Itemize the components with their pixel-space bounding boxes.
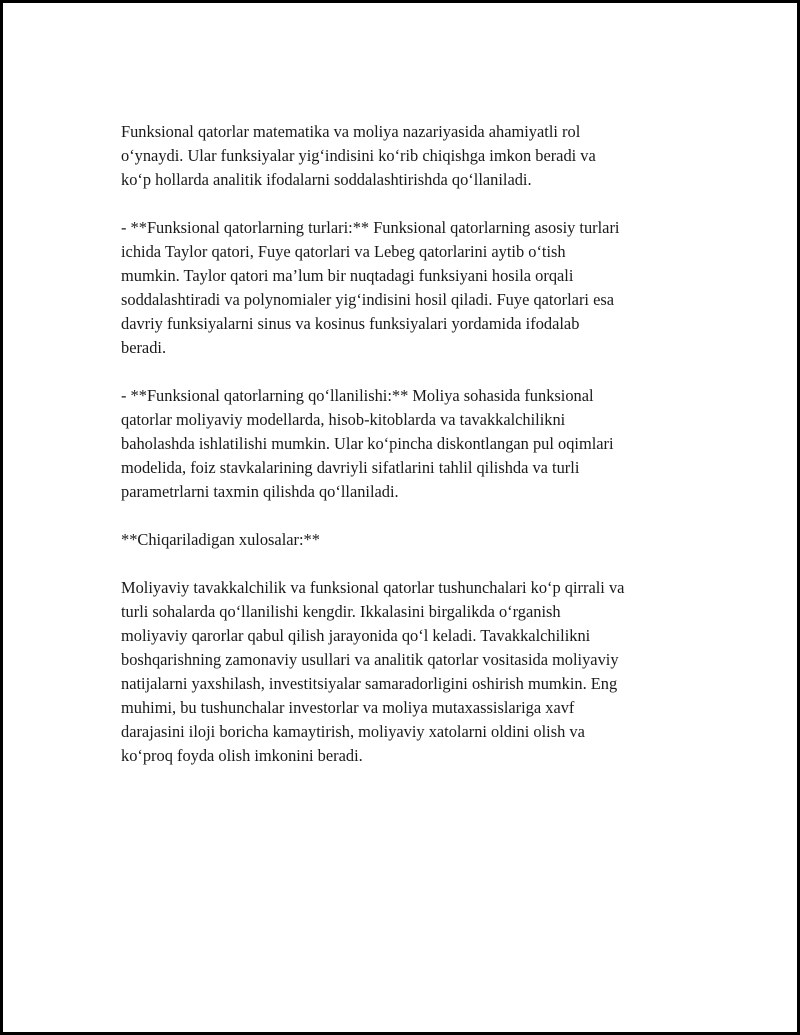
paragraph-intro [121, 120, 706, 192]
text-line: soddalashtiradi va polynomialer yig‘indisini hosil qiladi. Fuye qatorlari esa [121, 290, 614, 309]
text-line: muhimi, bu tushunchalar investorlar va moliya mutaxassislariga xavf [121, 698, 575, 717]
text-line: ko‘p hollarda analitik ifodalarni soddalashtirishda qo‘llaniladi. [121, 170, 532, 189]
text-line: modelida, foiz stavkalarining davriyli sifatlarini tahlil qilishda va turli [121, 458, 580, 477]
text-line: turli sohalarda qo‘llanilishi kengdir. Ikkalasini birgalikda o‘rganish [121, 602, 561, 621]
text-line: - **Funksional qatorlarning qo‘llanilishi:** Moliya sohasida funksional [121, 386, 594, 405]
text-line: Moliyaviy tavakkalchilik va funksional qatorlar tushunchalari ko‘p qirrali va [121, 578, 625, 597]
text-line: baholashda ishlatilishi mumkin. Ular ko‘pincha diskontlangan pul oqimlari [121, 434, 614, 453]
text-line: **Chiqariladigan xulosalar:** [121, 530, 320, 549]
paragraph-conclusions-heading [121, 528, 706, 552]
text-line: o‘ynaydi. Ular funksiyalar yig‘indisini ko‘rib chiqishga imkon beradi va [121, 146, 596, 165]
text-line: mumkin. Taylor qatori ma’lum bir nuqtadagi funksiyani hosila orqali [121, 266, 574, 285]
text-line: darajasini iloji boricha kamaytirish, moliyaviy xatolarni oldini olish va [121, 722, 585, 741]
text-line: davriy funksiyalarni sinus va kosinus funksiyalari yordamida ifodalab [121, 314, 580, 333]
text-line: natijalarni yaxshilash, investitsiyalar samaradorligini oshirish mumkin. Eng [121, 674, 618, 693]
text-line: beradi. [121, 338, 167, 357]
paragraph-applications [121, 384, 706, 504]
text-line: - **Funksional qatorlarning turlari:** Funksional qatorlarning asosiy turlari [121, 218, 620, 237]
text-line: Funksional qatorlar matematika va moliya nazariyasida ahamiyatli rol [121, 122, 581, 141]
paragraph-conclusions [121, 576, 706, 768]
paragraph-types [121, 216, 706, 360]
document-body [121, 120, 706, 792]
text-line: ichida Taylor qatori, Fuye qatorlari va Lebeg qatorlarini aytib o‘tish [121, 242, 566, 261]
text-line: parametrlarni taxmin qilishda qo‘llaniladi. [121, 482, 399, 501]
text-line: ko‘proq foyda olish imkonini beradi. [121, 746, 363, 765]
text-line: boshqarishning zamonaviy usullari va analitik qatorlar vositasida moliyaviy [121, 650, 619, 669]
text-line: moliyaviy qarorlar qabul qilish jarayonida qo‘l keladi. Tavakkalchilikni [121, 626, 591, 645]
text-line: qatorlar moliyaviy modellarda, hisob-kitoblarda va tavakkalchilikni [121, 410, 566, 429]
